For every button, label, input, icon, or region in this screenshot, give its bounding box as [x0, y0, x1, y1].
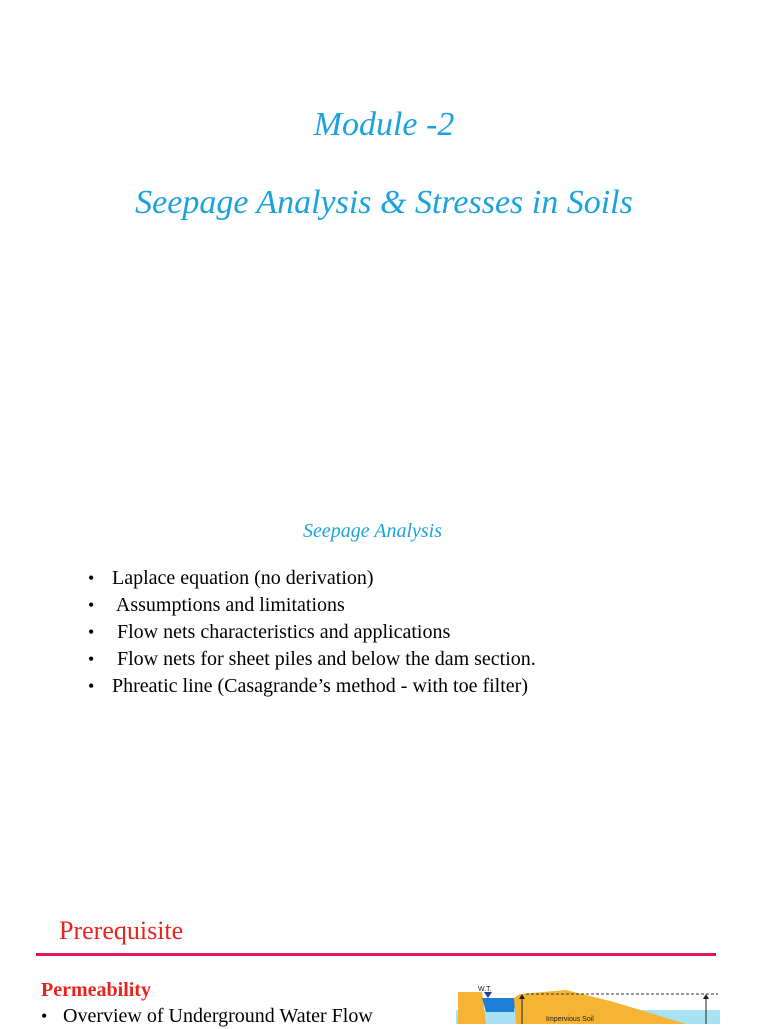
topic-text: Phreatic line (Casagrande’s method - with toe filter) [112, 675, 528, 697]
water-table-label: W.T. [478, 986, 492, 993]
list-item [88, 592, 536, 619]
topic-text: Flow nets for sheet piles and below the dam section. [112, 648, 536, 670]
soil-label: Impervious Soil [546, 1016, 594, 1023]
list-item [88, 619, 536, 646]
section-heading: Seepage Analysis [302, 520, 443, 542]
prerequisite-title: Prerequisite [59, 916, 184, 945]
module-title: Module -2 [313, 106, 455, 143]
list-item [41, 1003, 373, 1029]
bullet-icon: • [88, 622, 95, 642]
bullet-icon: • [88, 649, 95, 669]
list-item [88, 565, 536, 592]
seepage-diagram-svg [456, 982, 720, 1024]
bullet-icon: • [88, 568, 95, 588]
bullet-icon: • [88, 676, 95, 696]
bullet-icon: • [88, 595, 95, 615]
bullet-icon: • [41, 1006, 48, 1026]
prerequisite-list [41, 1003, 373, 1029]
list-item [88, 646, 536, 673]
topic-list [88, 565, 536, 700]
topic-text: Laplace equation (no derivation) [112, 567, 374, 589]
left-embankment [458, 992, 486, 1024]
topic-text: Assumptions and limitations [112, 594, 345, 616]
section-divider [36, 953, 716, 956]
water-body [482, 998, 516, 1012]
seepage-diagram [456, 982, 720, 1024]
permeability-heading: Permeability [41, 979, 151, 1001]
list-item [88, 673, 536, 700]
prerequisite-item-text: Overview of Underground Water Flow [63, 1005, 373, 1027]
topic-text: Flow nets characteristics and applications [112, 621, 451, 643]
arrow-head-icon [703, 994, 709, 999]
subject-title: Seepage Analysis & Stresses in Soils [135, 184, 633, 221]
impervious-soil [514, 990, 686, 1024]
